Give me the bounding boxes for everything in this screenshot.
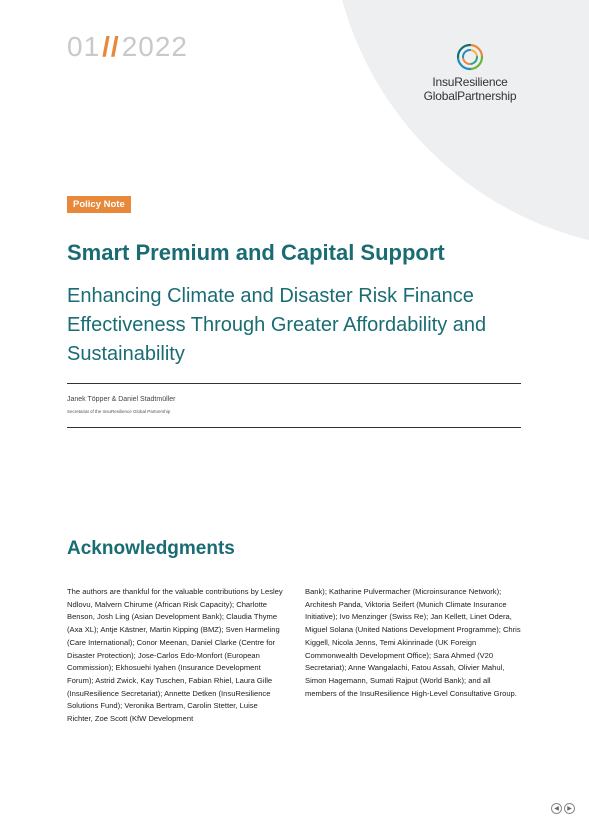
next-page-icon[interactable]: ▶	[564, 803, 575, 814]
document-subtitle: Enhancing Climate and Disaster Risk Finance Effectiveness Through Greater Affordability and Sustainability	[67, 285, 487, 365]
previous-page-icon[interactable]: ◀	[551, 803, 562, 814]
insuresilience-logo	[410, 42, 530, 103]
logo-text-line1: InsuResilience	[432, 75, 508, 89]
divider-top	[67, 383, 521, 384]
issue-number	[67, 31, 188, 63]
acknowledgments-column-1: The authors are thankful for the valuable contributions by Lesley Ndlovu, Malvern Chirume (African Risk Capacity); Charlotte Benson, Josh Ling (Asian Development Bank); Claudia Thyme (Axa XL); Antje Kästner, Martin Kipping (BMZ); Sven Harmeling (Care International); Conor Meenan, Daniel Clarke (Centre for Disaster Protection); Jose-Carlos Edo-Monfort (European Commission); Ekhosuehi Iyahen (Insurance Development Forum); Astrid Zwick, Kay Tuschen, Fabian Rhiel, Laura Gille (InsuResilience Secretariat); Annette Detken (InsuResilience Solutions Fund); Veronika Bertram, Carolin Stetter, Luise Richter, Zoe Scott (KfW Development	[67, 587, 283, 724]
divider-bottom	[67, 427, 521, 428]
logo-text-line2: GlobalPartnership	[423, 89, 517, 103]
background-arc	[330, 0, 589, 250]
issue-year: 2022	[121, 31, 189, 62]
document-title: Smart Premium and Capital Support	[67, 240, 445, 265]
policy-note-badge: Policy Note	[67, 196, 131, 213]
page-navigation	[551, 803, 575, 814]
acknowledgments-column-2: Bank); Katharine Pulvermacher (Microinsurance Network); Architesh Panda, Viktoria Seifert (Munich Climate Insurance Initiative); Ivo Menzinger (Swiss Re); Jan Kellett, Linet Odera, Miguel Solana (United Nations Development Programme); Chris Kiggell, Nicola Jenns, Temi Akinrinade (UK Foreign Commonwealth Development Office); Sara Ahmed (V20 Secretariat); Anne Wangalachi, Fatou Assah, Olivier Mahul, Simon Hagemann, Sumati Rajput (World Bank); and all members of the InsuResilience High-Level Consultative Group.	[305, 587, 521, 698]
issue-separator: //	[102, 31, 120, 62]
affiliation: Secretariat of the InsuResilience Global Partnership	[67, 409, 171, 414]
issue-num: 01	[67, 31, 101, 62]
authors: Janek Töpper & Daniel Stadtmüller	[67, 396, 176, 403]
logo-swirl-icon	[455, 42, 485, 72]
acknowledgments-heading: Acknowledgments	[67, 538, 235, 559]
